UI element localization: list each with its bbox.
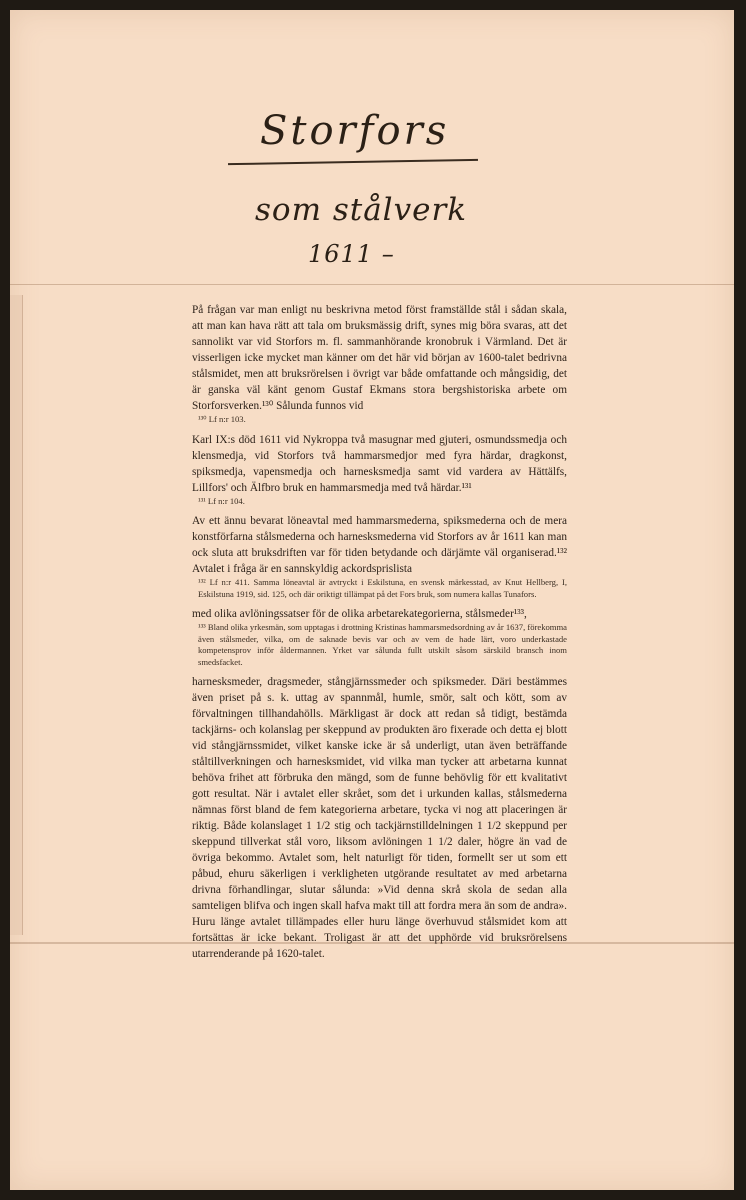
paragraph-4: med olika avlöningssatser för de olika arbetarekategorierna, stålsmeder¹³³,	[192, 608, 527, 620]
footnote-133: ¹³³ Bland olika yrkesmän, som upptagas i drottning Kristinas hammarsmedsordning av år 1637, förekomma även stålsmeder, vilka, om de saknade bevis var och av vem de hade lärt, voro underkastade kompetensprov inför åldermannen. Yrket var sålunda fullt utskilt såsom särskild bransch inom smedsfacket.	[198, 622, 567, 667]
title-underline	[228, 159, 478, 165]
paragraph-1: På frågan var man enligt nu beskrivna metod först framställde stål i sådan skala, att man kan hava rätt att tala om bruksmässig drift, synes mig böra svaras, att det sannolikt var vid Storfors m. fl. sammanhörande kronobruk i Värmland. Det är visserligen icke mycket man känner om det här vid början av 1600-talet bedrivna stålsmidet, men att bruksrörelsen i övrigt var både omfattande och mångsidig, det är ganska väl känt genom Gustaf Ekmans stora bergshistoriska arbete om Storforsverken.¹³⁰ Sålunda funnos vid	[192, 304, 567, 412]
document-page	[10, 10, 734, 1190]
handwritten-title: Storfors	[260, 108, 450, 154]
pasted-clipping-edge	[10, 295, 23, 935]
paragraph-2: Karl IX:s död 1611 vid Nykroppa två masugnar med gjuteri, osmundssmedja och klensmedja, vid Storfors två hammarsmedjor med fyra härdar, dragkonst, spiksmedja, vapensmedja och harnesksmedja samt vid vardera av Hättälfs, Lillfors' och Älfbro bruk en hammarsmedja med två härdar.¹³¹	[192, 433, 567, 494]
printed-text-block	[192, 302, 567, 962]
handwritten-year: 1611 –	[308, 240, 395, 268]
paragraph-3: Av ett ännu bevarat löneavtal med hammarsmederna, spiksmederna och de mera konstförfarna stålsmederna och harnesksmederna vid Storfors av år 1611 kan man ock sluta att bruksdriften var för tiden betydande och därjämte väl organiserad.¹³² Avtalet i fråga är en sannskyldig ackordsprislista	[192, 515, 567, 575]
paragraph-5: harnesksmeder, dragsmeder, stångjärnssmeder och spiksmeder. Däri bestämmes även priset på s. k. uttag av spannmål, humle, smör, salt och kött, som av förvaltningen tillhandahölls. Märkligast är dock att redan så tidigt, bestämda tackjärns- och kolanslag per skeppund av produkten äro fixerade och detta ej blott vid stångjärnssmidet, vilket kanske icke är så underligt, utan även beträffande ståltillverkningen och harnesksmidet, vid vilka man tycker att arbetarna kunnat behöva frihet att förbruka den mängd, som de funne behövlig för ett kvalitativt gott resultat. När i avtalet eller skrået, som det i urkunden kallas, stålsmederna nämnas först bland de fem kategorierna arbetare, tycka vi nog att placeringen är riktig. Både kolanslaget 1 1/2 stig och tackjärnstilldelningen 1 1/2 skeppund per skeppund tillverkat stål voro, liksom avlöningen 1 1/2 daler, högre än vad de övriga bekommo. Avtalet som, helt naturligt för tiden, formellt ser ut som ett påbud, ehuru säkerligen i verkligheten utgörande resultatet av med arbetarna drivna förhandlingar, slutar sålunda: »Vid denna skrå skola de sedan alla samteligen blifva och ingen skall hafva makt till att fordra mera än som de andra». Huru länge avtalet tillämpades eller huru länge överhuvud stålsmidet kom att fortsättas är icke bekant. Troligast är att det upphörde vid bruksrörelsens utarrenderande på 1620-talet.	[192, 676, 567, 960]
footnote-132: ¹³² Lf n:r 411. Samma löneavtal är avtryckt i Eskilstuna, en svensk märkesstad, av Knut Hellberg, I, Eskilstuna 1919, sid. 125, och där oriktigt tillämpat på det Fors bruk, som numera kallas Tunafors.	[198, 577, 567, 599]
footnote-130: ¹³⁰ Lf n:r 103.	[198, 414, 246, 424]
handwritten-subtitle: som stålverk	[255, 192, 468, 228]
footnote-131: ¹³¹ Lf n:r 104.	[198, 495, 245, 506]
fold-line-top	[10, 284, 734, 285]
